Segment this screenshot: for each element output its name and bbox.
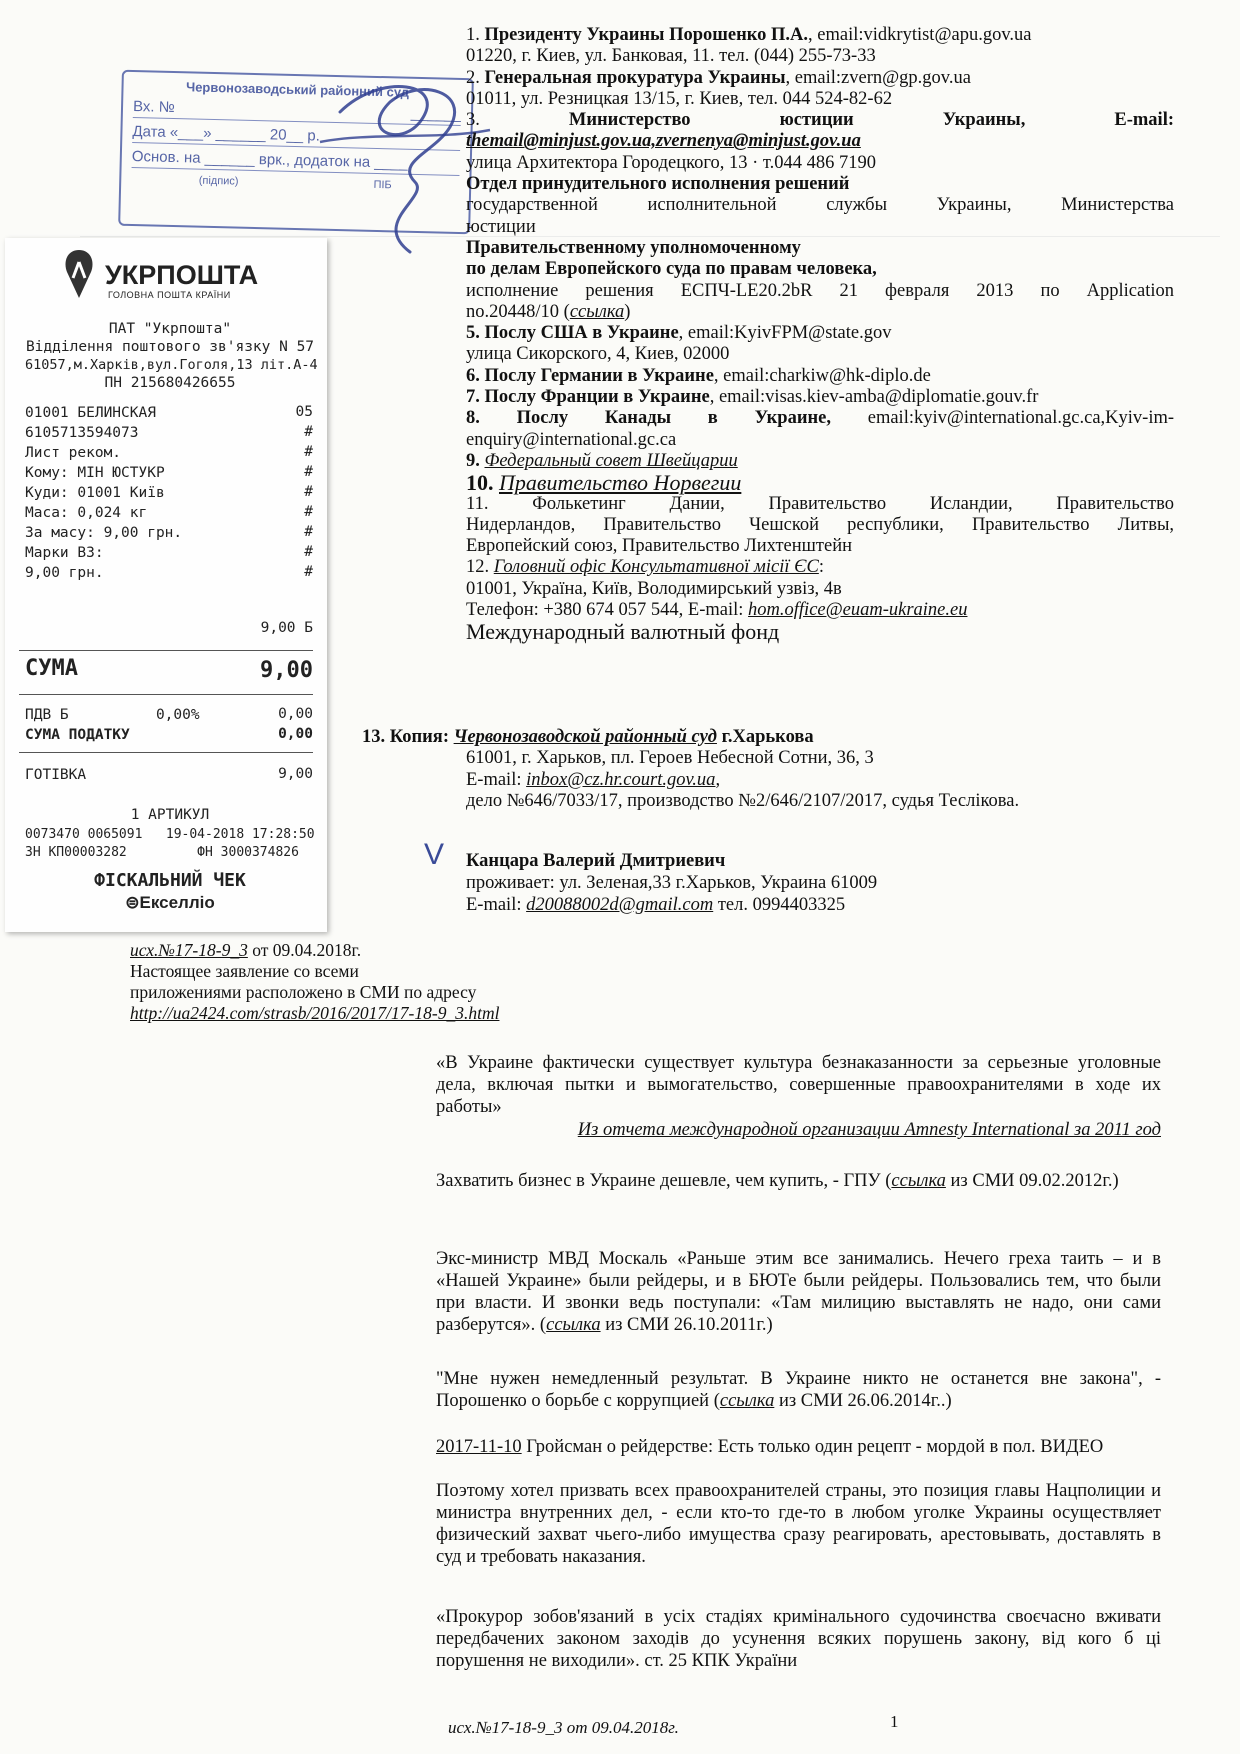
- recipient-email-link[interactable]: themail@minjust.gov.ua,zvernenya@minjust.gov.ua: [466, 131, 861, 152]
- receipt-cash-label: ГОТІВКА: [25, 767, 87, 783]
- recipient-3: [466, 110, 1174, 131]
- stamp-in-no: Вх. №: [132, 98, 176, 117]
- amnesty-source: [436, 1120, 1161, 1141]
- recipient-dept: государственной исполнительной службы Украины, Министерства: [466, 195, 1174, 216]
- recipient-name: Послу США в Украине: [484, 323, 679, 344]
- recipient-address: улица Архитектора Городецкого, 13 · т.044 486 7190: [466, 152, 876, 173]
- recipient-dept: юстиции: [466, 216, 536, 237]
- quote-text: Экс-министр МВД Москаль «Раньше этим все занимались. Нечего греха таить – и в «Нашей Украине» были рейдеры, и в БЮТе были рейдеры. Пользовались тем, что были при власти. И звонки ведь поступали: «Там милицию выставлять не надо, они сами разберутся». (: [436, 1249, 1161, 1335]
- stamp-pib: ПІБ: [373, 178, 392, 192]
- recipient-name[interactable]: Федеральный совет Швейцарии: [484, 450, 738, 471]
- recipient-num: 7.: [466, 387, 480, 408]
- receipt-items: 1 АРТИКУЛ: [130, 807, 210, 823]
- receipt-line: 01001 БЕЛИНСКАЯ: [25, 405, 156, 421]
- recipient-line: no.20448/10 (: [466, 301, 570, 322]
- receipt-vendor-name: Екселліо: [139, 893, 215, 912]
- quote-text: Гройсман о рейдерстве: Есть только один рецепт - мордой в пол. ВИДЕО: [521, 1437, 1104, 1457]
- receipt-branch: Відділення поштового зв'язку N 57: [25, 339, 315, 355]
- recipient-dept: Отдел принудительного исполнения решений: [466, 174, 850, 195]
- postal-receipt: [5, 238, 327, 932]
- quote-text: "Мне нужен немедленный результат. В Украине никто не останется вне закона", - Порошенко о борьбе с коррупцией (: [436, 1369, 1161, 1411]
- court-city: г.Харькова: [716, 727, 814, 747]
- stamp-org: Червонозаводський районний суд: [185, 79, 410, 100]
- receipt-line-right: #: [304, 564, 313, 580]
- amnesty-source-text: Из отчета международной организации Amnesty International за 2011 год: [577, 1120, 1161, 1140]
- recipient-line: 11. Фолькетинг Дании, Правительство Исландии, Правительство: [466, 493, 1174, 514]
- recipient-email: , email:zvern@gp.gov.ua: [785, 67, 971, 88]
- receipt-cash-value: 9,00: [278, 766, 313, 782]
- recipient-num: 9.: [466, 450, 480, 471]
- receipt-line: Кому: МІН ЮСТУКР: [25, 465, 165, 481]
- email-link[interactable]: d20088002d@gmail.com: [526, 895, 714, 915]
- recipient-word: Украины,: [942, 110, 1026, 131]
- recipient-email: , email:visas.kiev-amba@diplomatie.gouv.fr: [709, 387, 1039, 408]
- receipt-tax-label: СУМА ПОДАТКУ: [25, 727, 130, 743]
- receipt-code-line: 0073470 0065091 19-04-2018 17:28:50: [25, 827, 315, 842]
- recipient-word: в: [707, 408, 718, 429]
- gpu-quote: [436, 1170, 1161, 1192]
- recipient-email: email:kyiv@international.gc.ca,Kyiv-im-: [867, 408, 1175, 429]
- recipient-email: , email:charkiw@hk-diplo.de: [713, 365, 931, 386]
- court-punct: ,: [715, 769, 721, 790]
- recipient-email: , email:KyivFPM@state.gov: [678, 323, 892, 344]
- receipt-company: ПАТ "Укрпошта": [108, 321, 232, 337]
- recipients-block: [466, 25, 1174, 643]
- recipient-address: улица Сикорского, 4, Киев, 02000: [466, 344, 730, 365]
- recipient-name: Послу Германии в Украине: [484, 365, 714, 386]
- footer-ref: исх.№17-18-9_3 от 09.04.2018г.: [448, 1718, 679, 1737]
- receipt-line-right: #: [304, 484, 313, 500]
- recipient-line: Европейский союз, Правительство Лихтенштейн: [466, 536, 852, 557]
- recipient-email: enquiry@international.gc.ca: [466, 429, 677, 450]
- recipient-email: , email:vidkrytist@apu.gov.ua: [808, 25, 1032, 45]
- recipient-phone: Телефон: +380 674 057 544, E-mail:: [466, 600, 749, 621]
- receipt-sum-value: 9,00: [260, 658, 313, 683]
- receipt-divider: [19, 650, 313, 651]
- recipient-address: 01001, Україна, Київ, Володимирський узвіз, 4в: [466, 578, 842, 599]
- link[interactable]: ссылка: [546, 1315, 601, 1335]
- recipient-num: 5.: [466, 323, 480, 344]
- email-link[interactable]: inbox@cz.hr.court.gov.ua: [526, 769, 716, 790]
- receipt-brand-sub: ГОЛОВНА ПОШТА КРАЇНИ: [108, 290, 231, 300]
- outgoing-note: приложениями расположено в СМИ по адресу: [130, 982, 477, 1002]
- recipient-num: 2.: [466, 67, 480, 88]
- recipient-num: 12.: [466, 557, 490, 578]
- sender-address: проживает: ул. Зеленая,33 г.Харьков, Украина 61009: [466, 873, 878, 893]
- copy-block: [362, 727, 1174, 812]
- receipt-divider: [19, 694, 313, 695]
- receipt-line-right: 05: [295, 404, 313, 420]
- outgoing-url-link[interactable]: http://ua2424.com/strasb/2016/2017/17-18-9_3.html: [130, 1003, 500, 1023]
- court-name[interactable]: Червонозаводской районный суд: [453, 727, 717, 747]
- recipient-num: 10.: [466, 470, 494, 496]
- receipt-line: За масу: 9,00 грн.: [25, 525, 183, 541]
- receipt-line: Марки ВЗ:: [25, 545, 104, 561]
- sender-name: Канцара Валерий Дмитриевич: [466, 851, 726, 871]
- link[interactable]: ссылка: [719, 1391, 775, 1411]
- recipient-line: исполнение решения ЕСПЧ-LE20.2bR 21 февраля 2013 по Application: [466, 280, 1174, 301]
- outgoing-note: Настоящее заявление со всеми: [130, 961, 359, 981]
- recipient-word: E-mail:: [1114, 110, 1174, 131]
- receipt-line-right: #: [304, 524, 313, 540]
- stamp-sign: (підпис): [198, 174, 239, 188]
- recipient-word: Министерство: [568, 110, 691, 131]
- receipt-divider: [19, 752, 313, 753]
- quote-date: 2017-11-10: [436, 1437, 522, 1457]
- recipient-num: 3.: [466, 110, 480, 131]
- outgoing-ref-block: [130, 940, 499, 1024]
- recipient-address: 01011, ул. Резницкая 13/15, г. Киев, тел. 044 524-82-62: [466, 88, 893, 109]
- receipt-line-right: #: [304, 424, 313, 440]
- poroshenko-quote: [436, 1368, 1161, 1412]
- receipt-line-right: #: [304, 504, 313, 520]
- recipient-word: Украине,: [754, 408, 831, 429]
- moskal-quote: [436, 1248, 1161, 1336]
- sender-block: [424, 838, 878, 916]
- link[interactable]: ссылка: [569, 301, 625, 322]
- recipient-name: Генеральная прокуратура Украины: [484, 67, 786, 88]
- sender-mail-label: E-mail:: [466, 895, 527, 915]
- outgoing-ref: исх.№17-18-9_3: [130, 940, 248, 960]
- receipt-address: 61057,м.Харків,вул.Гоголя,13 літ.А-4: [25, 357, 318, 373]
- recipient-num: 8.: [466, 408, 480, 429]
- kpk-quote: «Прокурор зобов'язаний в усіх стадіях кримінального судочинства своєчасно вживати передбачених законом заходів до усунення всяких порушень закону, від кого б ці порушення не виходили». ст. 25 КПК України: [436, 1607, 1161, 1671]
- recipient-name: Послу Франции в Украине: [484, 387, 710, 408]
- sender-phone: тел. 0994403325: [713, 895, 846, 915]
- recipient-word: Послу: [516, 408, 569, 429]
- email-link[interactable]: hom.office@euam-ukraine.eu: [748, 600, 968, 621]
- quote-text: из СМИ 09.02.2012г.): [945, 1171, 1119, 1191]
- recipient-punct: :: [818, 557, 824, 578]
- receipt-brand: УКРПОШТА: [105, 260, 259, 290]
- receipt-tax-value: 0,00: [278, 726, 313, 742]
- recipient-line: ): [624, 301, 631, 322]
- receipt-sum-label: СУМА: [25, 656, 78, 681]
- recipient-line: Нидерландов, Правительство Чешской республики, Правительство Литвы,: [466, 514, 1174, 535]
- page-number: 1: [890, 1712, 899, 1731]
- ukrposhta-logo-icon: [61, 248, 97, 300]
- receipt-line: 6105713594073: [25, 425, 139, 441]
- case-number: дело №646/7033/17, производство №2/646/2107/2017, судья Теслікова.: [466, 790, 1020, 811]
- recipient-word: юстиции: [779, 110, 854, 131]
- quote-text: из СМИ 26.10.2011г.): [600, 1315, 773, 1335]
- quote-text: Захватить бизнес в Украине дешевле, чем купить, - ГПУ (: [436, 1171, 892, 1191]
- receipt-line-right: #: [304, 544, 313, 560]
- amnesty-quote: «В Украине фактически существует культура безнаказанности за серьезные уголовные дела, включая пытки и вымогательство, совершенные правоохранителями в ходе их работы»: [436, 1053, 1161, 1117]
- recipient-num: 1.: [466, 25, 480, 45]
- quote-text: из СМИ 26.06.2014г..): [774, 1391, 952, 1411]
- receipt-line: Маса: 0,024 кг: [25, 505, 148, 521]
- recipient-1: [466, 25, 1174, 46]
- groysman-body: Поэтому хотел призвать всех правоохранителей страны, это позиция главы Нацполиции и министра внутренних дел, - если кто-то где-то в любом уголке Украины осуществляет физический захват чьего-либо имущества сразу реагировать, арестовывать, доставлять в суд и требовать наказания.: [436, 1481, 1161, 1567]
- receipt-line: Лист реком.: [25, 445, 122, 461]
- recipient-address: 01220, г. Киев, ул. Банковая, 11. тел. (044) 255-73-33: [466, 46, 876, 67]
- receipt-fiscal: ФІСКАЛЬНИЙ ЧЕК: [94, 870, 246, 891]
- outgoing-date: от 09.04.2018г.: [247, 940, 362, 960]
- recipient-name[interactable]: Головний офіс Консультативної місії ЄС: [493, 557, 819, 578]
- court-mail-label: E-mail:: [466, 769, 527, 790]
- recipient-word: Канады: [604, 408, 672, 429]
- recipient-name: Международный валютный фонд: [466, 619, 780, 645]
- receipt-vat-label: ПДВ Б 0,00%: [25, 707, 200, 723]
- copy-label: 13. Копия:: [362, 727, 449, 747]
- receipt-line-right: #: [304, 444, 313, 460]
- recipient-title: Правительственному уполномоченному: [466, 237, 801, 258]
- receipt-subtotal: 9,00 Б: [260, 620, 313, 636]
- check-mark-icon: V: [424, 838, 445, 871]
- receipt-line: Куди: 01001 Київ: [25, 485, 165, 501]
- stamp-date: Дата «___» ______ 20__ р.: [132, 123, 321, 145]
- receipt-pn: ПН 215680426655: [104, 375, 236, 391]
- receipt-line: 9,00 грн.: [25, 565, 104, 581]
- recipient-name: Президенту Украины Порошенко П.А.: [484, 25, 809, 45]
- receipt-vat-value: 0,00: [278, 706, 313, 722]
- link[interactable]: ссылка: [891, 1171, 946, 1191]
- recipient-2: [466, 68, 1174, 89]
- receipt-vendor: ⊜Екселліо: [125, 893, 215, 912]
- stamp-basis: Основ. на ______ врк., додаток на ____: [131, 147, 408, 172]
- receipt-zn-line: ЗН КП00003282 ФН 3000374826: [25, 845, 299, 860]
- recipient-name[interactable]: Правительство Норвегии: [499, 470, 742, 496]
- receipt-line-right: #: [304, 464, 313, 480]
- court-address: 61001, г. Харьков, пл. Героев Небесной Сотни, 36, 3: [466, 748, 874, 769]
- recipient-title: по делам Европейского суда по правам человека,: [466, 259, 877, 280]
- court-registration-stamp: Червонозаводський районний суд Вх. № ______ Дата «___» ______ 20__ р. Основ. на ______ врк., додаток на ____ (підпис) ПІБ: [118, 70, 474, 235]
- recipient-num: 6.: [466, 365, 480, 386]
- groysman-quote: [436, 1436, 1161, 1458]
